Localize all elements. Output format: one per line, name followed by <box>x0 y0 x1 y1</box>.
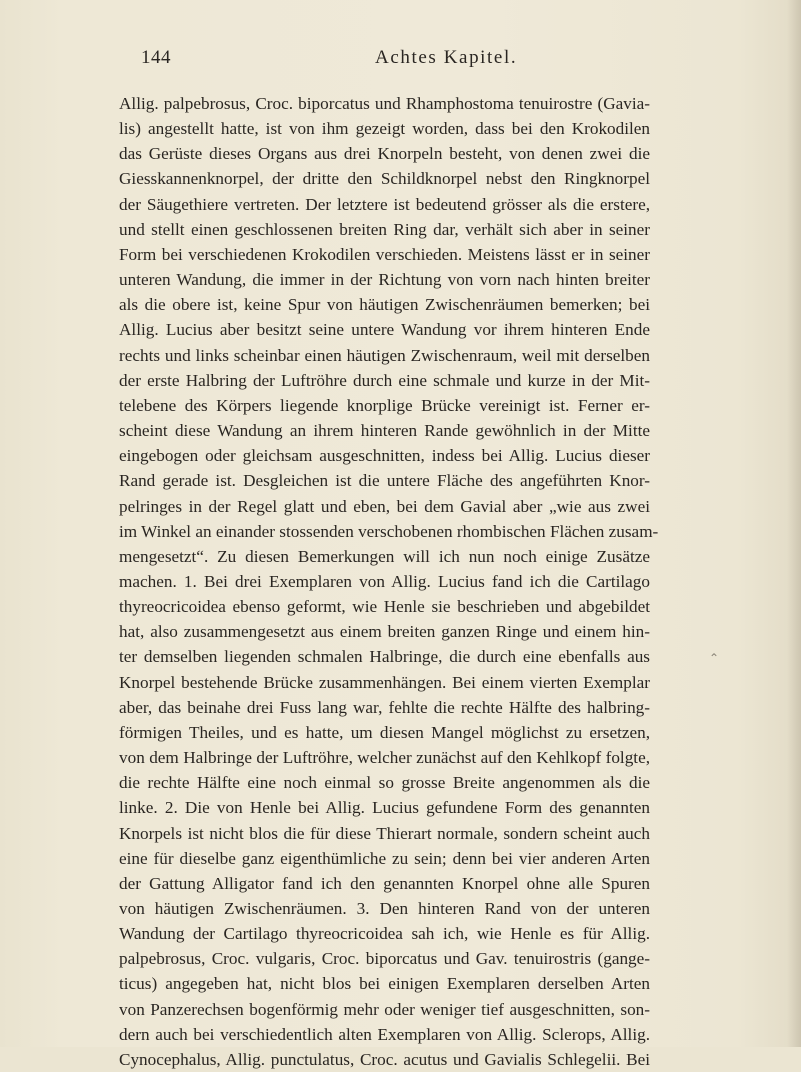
text-line: linke. 2. Die von Henle bei Allig. Lucius gefundene Form des genannten <box>119 798 650 818</box>
text-line: förmigen Theiles, und es hatte, um diesen Mangel möglichst zu ersetzen, <box>119 722 650 742</box>
text-line: unteren Wandung, die immer in der Richtung von vorn nach hinten breiter <box>119 270 650 290</box>
text-line: der Gattung Alligator fand ich den genannten Knorpel ohne alle Spuren <box>119 873 650 893</box>
text-line: Cynocephalus, Allig. punctulatus, Croc. acutus und Gavialis Schlegelii. Bei <box>119 1049 650 1069</box>
text-line: von häutigen Zwischenräumen. 3. Den hinteren Rand von der unteren <box>119 899 650 918</box>
text-line: der erste Halbring der Luftröhre durch eine schmale und kurze in der Mit- <box>119 370 650 390</box>
body-text <box>119 91 659 1072</box>
text-line: eine für dieselbe ganz eigenthümliche zu sein; denn bei vier anderen Arten <box>119 848 650 868</box>
text-line: Allig. palpebrosus, Croc. biporcatus und Rhamphostoma tenuirostre (Gavia- <box>119 94 650 113</box>
text-line: eingebogen oder gleichsam ausgeschnitten, indess bei Allig. Lucius dieser <box>119 446 650 466</box>
text-line: ter demselben liegenden schmalen Halbringe, die durch eine ebenfalls aus <box>119 647 650 667</box>
margin-mark: ⌃ <box>709 651 720 665</box>
text-line: Form bei verschiedenen Krokodilen verschieden. Meistens lässt er in seiner <box>119 244 650 264</box>
text-line: rechts und links scheinbar einen häutigen Zwischenraum, weil mit derselben <box>119 345 650 365</box>
text-line: das Gerüste dieses Organs aus drei Knorpeln besteht, von denen zwei die <box>119 144 650 164</box>
text-line: und stellt einen geschlossenen breiten Ring dar, verhält sich aber in seiner <box>119 219 650 239</box>
text-line: Wandung der Cartilago thyreocricoidea sah ich, wie Henle es für Allig. <box>119 924 650 944</box>
text-line: scheint diese Wandung an ihrem hinteren Rande gewöhnlich in der Mitte <box>119 421 650 441</box>
text-line: Giesskannenknorpel, der dritte den Schildknorpel nebst den Ringknorpel <box>119 169 650 189</box>
text-line: von Panzerechsen bogenförmig mehr oder weniger tief ausgeschnitten, son- <box>119 999 650 1019</box>
text-line: thyreocricoidea ebenso geformt, wie Henle sie beschrieben und abgebildet <box>119 597 650 617</box>
text-line: machen. 1. Bei drei Exemplaren von Allig. Lucius fand ich die Cartilago <box>119 571 650 591</box>
text-line: von dem Halbringe der Luftröhre, welcher zunächst auf den Kehlkopf folgte, <box>119 748 650 768</box>
page-number: 144 <box>141 47 171 68</box>
text-line: Knorpel bestehende Brücke zusammenhängen. Bei einem vierten Exemplar <box>119 672 650 692</box>
text-line: Knorpels ist nicht blos die für diese Thierart normale, sondern scheint auch <box>119 823 650 843</box>
page-header <box>141 47 660 77</box>
text-line: hat, also zusammengesetzt aus einem breiten ganzen Ringe und einem hin- <box>119 622 650 642</box>
text-line: aber, das beinahe drei Fuss lang war, fehlte die rechte Hälfte des halbring- <box>119 697 650 717</box>
text-line: telebene des Körpers liegende knorplige Brücke vereinigt ist. Ferner er- <box>119 395 650 415</box>
text-line: die rechte Hälfte eine noch einmal so grosse Breite angenommen als die <box>119 773 650 793</box>
text-line: mengesetzt“. Zu diesen Bemerkungen will ich nun noch einige Zusätze <box>119 546 650 566</box>
text-line: dern auch bei verschiedentlich alten Exemplaren von Allig. Sclerops, Allig. <box>119 1024 650 1044</box>
text-line: Allig. Lucius aber besitzt seine untere Wandung vor ihrem hinteren Ende <box>119 320 650 340</box>
text-line: als die obere ist, keine Spur von häutigen Zwischenräumen bemerken; bei <box>119 295 650 315</box>
text-line: der Säugethiere vertreten. Der letztere ist bedeutend grösser als die erstere, <box>119 194 650 214</box>
text-line: palpebrosus, Croc. vulgaris, Croc. biporcatus und Gav. tenuirostris (gange- <box>119 949 650 969</box>
text-line: im Winkel an einander stossenden verschobenen rhombischen Flächen zusam- <box>119 521 659 541</box>
text-line: ticus) angegeben hat, nicht blos bei einigen Exemplaren derselben Arten <box>119 974 650 994</box>
text-line: Rand gerade ist. Desgleichen ist die untere Fläche des angeführten Knor- <box>119 471 650 491</box>
text-line: lis) angestellt hatte, ist von ihm gezeigt worden, dass bei den Krokodilen <box>119 119 650 139</box>
text-line: pelringes in der Regel glatt und eben, bei dem Gavial aber „wie aus zwei <box>119 496 650 516</box>
page-edge-shadow <box>787 0 801 1047</box>
running-head: Achtes Kapitel. <box>375 47 518 68</box>
